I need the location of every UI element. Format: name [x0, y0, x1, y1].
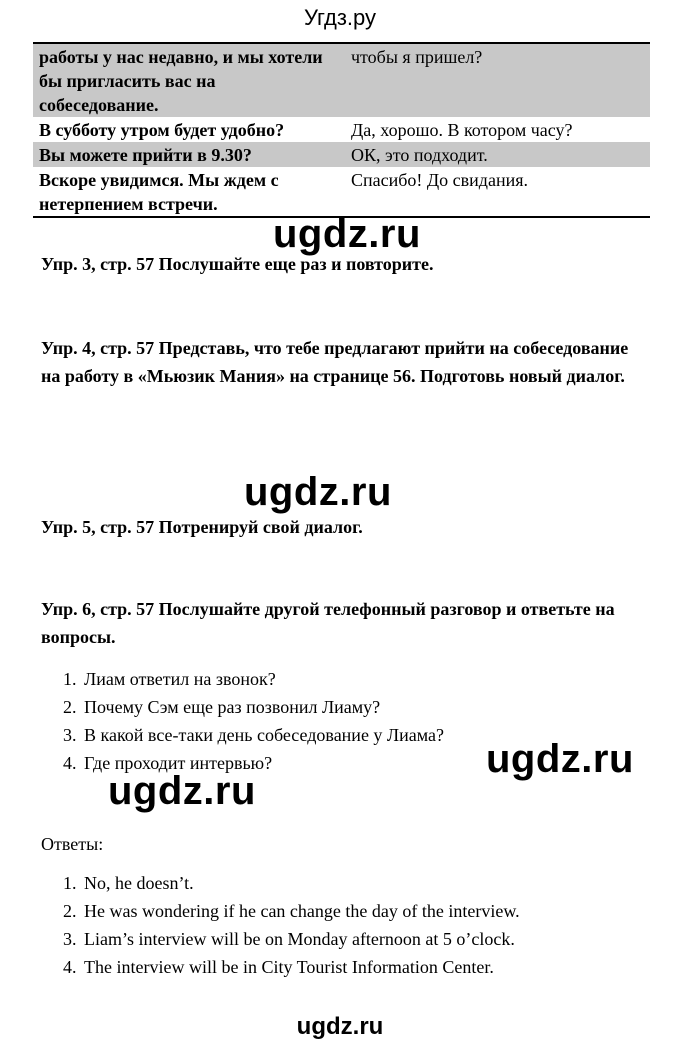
- dialog-row: [33, 142, 650, 167]
- answers-label: Ответы:: [41, 834, 104, 854]
- exercise-3-heading: Упр. 3, стр. 57 Послушайте еще раз и повторите.: [41, 254, 434, 274]
- list-item: 1. No, he doesn’t.: [81, 869, 641, 897]
- dialog-row: [33, 43, 650, 117]
- list-item: 2. He was wondering if he can change the day of the interview.: [81, 897, 641, 925]
- watermark: ugdz.ru: [244, 470, 392, 514]
- site-title: Угдз.ру: [303, 5, 377, 30]
- list-item: 4. Где проходит интервью?: [81, 749, 641, 777]
- dialog-cell-right: чтобы я пришел?: [345, 43, 650, 117]
- dialog-cell-right: Да, хорошо. В котором часу?: [351, 120, 573, 140]
- list-item: 1. Лиам ответил на звонок?: [81, 665, 641, 693]
- dialog-row: [33, 117, 650, 142]
- watermark: ugdz.ru: [273, 212, 421, 256]
- list-item: 3. Liam’s interview will be on Monday afternoon at 5 o’clock.: [81, 925, 641, 953]
- footer-watermark: ugdz.ru: [296, 1013, 384, 1040]
- answers-list: [41, 869, 641, 981]
- dialog-cell-right: Спасибо! До свидания.: [351, 170, 528, 190]
- exercise-5-heading: Упр. 5, стр. 57 Потренируй свой диалог.: [41, 517, 363, 537]
- dialog-row: [33, 167, 650, 217]
- watermark: ugdz.ru: [108, 769, 256, 813]
- list-item: 3. В какой все-таки день собеседование у Лиама?: [81, 721, 641, 749]
- exercise-4-heading: Упр. 4, стр. 57 Представь, что тебе предлагают прийти на собеседование на работу в «Мьюзик Мания» на странице 56. Подготовь новый диалог.: [41, 338, 629, 386]
- dialog-cell-left: работы у нас недавно, и мы хотели бы пригласить вас на собеседование.: [33, 43, 345, 117]
- dialog-table: [33, 42, 650, 218]
- list-item: 4. The interview will be in City Tourist Information Center.: [81, 953, 641, 981]
- list-item: 2. Почему Сэм еще раз позвонил Лиаму?: [81, 693, 641, 721]
- dialog-cell-left: В субботу утром будет удобно?: [39, 120, 285, 140]
- dialog-cell-right: ОК, это подходит.: [345, 142, 650, 167]
- dialog-cell-left: Вскоре увидимся. Мы ждем с нетерпением встречи.: [39, 170, 279, 214]
- exercise-6-heading: Упр. 6, стр. 57 Послушайте другой телефонный разговор и ответьте на вопросы.: [41, 599, 615, 647]
- watermark: ugdz.ru: [486, 737, 634, 781]
- dialog-cell-left: Вы можете прийти в 9.30?: [33, 142, 345, 167]
